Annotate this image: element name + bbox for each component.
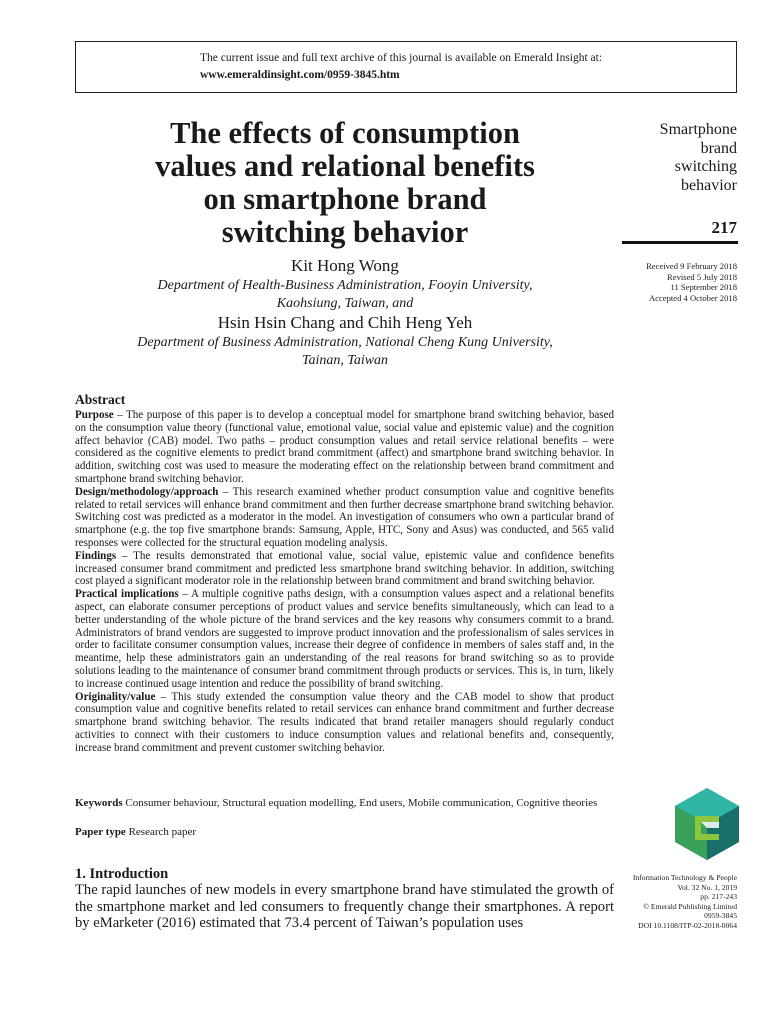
running-title	[660, 121, 737, 195]
affiliation-first	[75, 277, 615, 313]
keywords-label: Keywords	[75, 797, 123, 809]
paper-type	[75, 826, 196, 838]
keywords	[75, 797, 614, 811]
abstract-section-purpose	[75, 409, 614, 486]
affiliation-line: Kaohsiung, Taiwan, and	[276, 296, 414, 311]
affiliation-second	[75, 334, 615, 370]
affiliation-line: Department of Health-Business Administration, Fooyin University,	[157, 278, 533, 293]
journal-info-line: 0959-3845	[704, 911, 737, 920]
running-title-line: brand	[700, 139, 737, 157]
abstract-body	[75, 409, 614, 755]
section-label: Originality/value	[75, 690, 156, 703]
received-dates	[646, 261, 737, 303]
running-title-line: Smartphone	[659, 121, 737, 138]
date-line: 11 September 2018	[670, 282, 737, 293]
article-title	[75, 117, 615, 249]
abstract-section-findings	[75, 550, 614, 588]
title-line: values and relational benefits	[155, 149, 535, 183]
archive-url-link[interactable]: www.emeraldinsight.com/0959-3845.htm	[200, 69, 400, 81]
section-text: – This research examined whether product consumption value and cognitive benefits related to retail services will enhance brand commitment and then further decrease smartphone brand switching behavior. Switching cost was predicted as a moderator in the model. An investigation of consumers who own a particular brand of smartphone (e.g. the top five smartphone brands: Samsung, Apple, HTC, Sony and Asus) was conducted, and 565 valid responses were collected for the structural equation modeling analysis.	[75, 485, 614, 549]
journal-info-line: Information Technology & People	[632, 873, 737, 882]
affiliation-line: Department of Business Administration, National Cheng Kung University,	[137, 335, 553, 350]
archive-notice-box	[75, 41, 737, 93]
title-line: The effects of consumption	[170, 116, 520, 150]
abstract-section-design	[75, 486, 614, 550]
section-text: – This study extended the consumption value theory and the CAB model to show that product consumption value and cognitive benefits related to retail services can enhance brand commitment and further decrease smartphone brand switching behavior. The results indicated that brand retailer managers should regularly conduct activities to connect with their customers to induce consumption values and relational benefits and, consequently, increase brand commitment and prevent customer switching behavior.	[75, 690, 614, 754]
journal-info-line: © Emerald Publishing Limited	[643, 901, 737, 911]
affiliation-line: Tainan, Taiwan	[301, 353, 389, 368]
section-label: Design/methodology/approach	[75, 485, 219, 498]
title-line: on smartphone brand	[203, 182, 487, 216]
abstract-section-originality	[75, 691, 614, 755]
journal-citation	[633, 873, 737, 930]
section-text: – A multiple cognitive paths design, with a consumption values aspect and a relational benefits aspect, can elaborate consumer perceptions of product values and service benefits simultaneously, which can lead to a better understanding of the whole picture of the brand services and the key reasons why consumers commit to a brand. Administrators of brand vendors are suggested to improve product innovation and the professionalism of sales services in order to facilitate consumer consumption values, increase their degree of confidence in members of sales staff and, in the meantime, help these administrators gain an understanding of the real reasons for brand switching so as to provide solutions leading to the maintenance of consumer brand commitment through products or services. This is, in turn, likely to increase continued usage intention and reduce the possibility of brand switching.	[75, 588, 615, 690]
archive-notice-text: The current issue and full text archive of this journal is available on Emerald Insight at:	[200, 52, 603, 64]
author-first: Kit Hong Wong	[291, 256, 399, 275]
paper-type-text: Research paper	[125, 826, 197, 838]
intro-paragraph: The rapid launches of new models in every smartphone brand have stimulated the growth of the smartphone market and led consumers to frequently change their smartphones. A report by eMarketer (2016) estimated that 73.4 percent of Taiwan’s population uses	[75, 882, 614, 931]
section-label: Findings	[75, 549, 117, 562]
paper-type-label: Paper type	[75, 826, 126, 838]
section-text: – The results demonstrated that emotional value, social value, epistemic value and confidence benefits increased consumer brand commitment and predicted less smartphone brand switching behavior. In addition, switching cost played a significant moderator role in the relationship between brand commitment and brand switching behavior.	[75, 549, 614, 588]
journal-info-line: Vol. 32 No. 1, 2019	[677, 882, 737, 892]
abstract-section-implications	[75, 588, 614, 690]
publisher-logo-icon	[675, 788, 739, 860]
keywords-text: Consumer behaviour, Structural equation modelling, End users, Mobile communication, Cognitive theories	[122, 797, 598, 809]
section-label: Practical implications	[75, 588, 179, 601]
intro-heading: 1. Introduction	[75, 866, 169, 882]
page-number: 217	[711, 218, 737, 237]
journal-info-line: pp. 217-243	[700, 892, 737, 901]
title-line: switching behavior	[221, 215, 469, 249]
section-text: – The purpose of this paper is to develop a conceptual model for smartphone brand switching behavior, based on the consumption value theory (functional value, emotional value, social value and epistemic value) and the cognition affect behavior (CAB) model. Two paths – product consumption values and retail service relational benefits – were considered as the cognitive elements to predict brand commitment (affect) and smartphone brand switching behavior. In addition, switching cost was used to measure the moderating effect on the relationship between brand commitment and smartphone brand switching behavior.	[75, 409, 614, 485]
date-line: Received 9 February 2018	[646, 261, 737, 271]
sidebar-divider	[622, 241, 738, 244]
section-label: Purpose	[75, 409, 114, 421]
abstract-heading: Abstract	[75, 392, 126, 407]
running-title-line: behavior	[681, 176, 737, 194]
author-second: Hsin Hsin Chang and Chih Heng Yeh	[217, 313, 473, 332]
journal-info-line: DOI 10.1108/ITP-02-2018-0064	[638, 920, 737, 930]
date-line: Revised 5 July 2018	[667, 271, 737, 282]
date-line: Accepted 4 October 2018	[648, 292, 737, 303]
running-title-line: switching	[674, 158, 737, 175]
